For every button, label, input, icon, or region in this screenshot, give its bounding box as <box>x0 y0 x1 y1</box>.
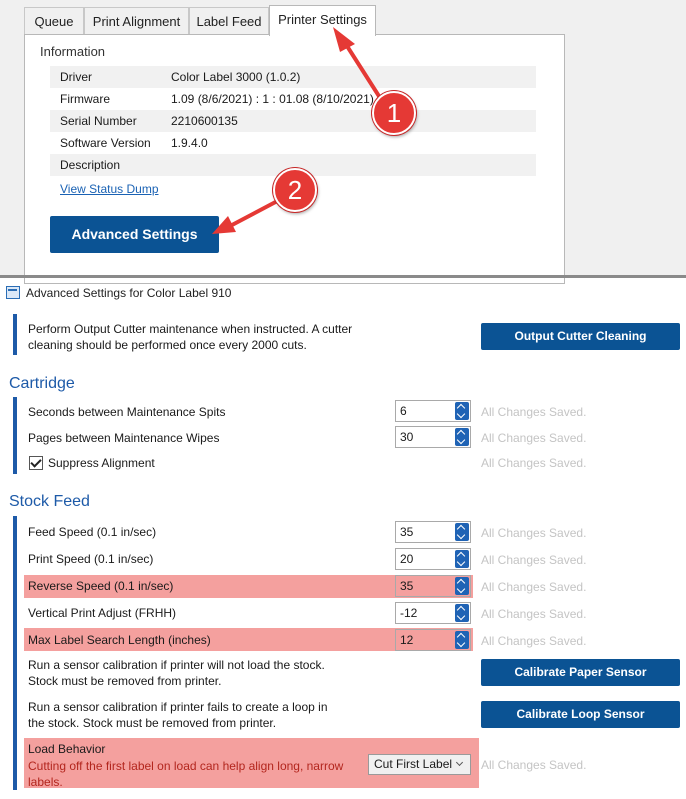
vertical-print-adjust-stepper[interactable] <box>395 602 471 624</box>
saved-status: All Changes Saved. <box>481 405 587 419</box>
loop-sensor-description: Run a sensor calibration if printer fails to create a loop in the stock. Stock must be removed from printer. <box>28 700 328 730</box>
section-bar <box>13 516 17 790</box>
tab-printer-settings[interactable]: Printer Settings <box>269 5 376 36</box>
load-behavior-select[interactable] <box>368 754 471 775</box>
stock-feed-section-title: Stock Feed <box>9 493 90 510</box>
information-title: Information <box>40 44 106 59</box>
arrow-2 <box>212 197 285 234</box>
max-label-search-label: Max Label Search Length (inches) <box>28 633 211 647</box>
section-bar <box>13 397 17 474</box>
window-title-bar <box>0 281 686 305</box>
paper-sensor-description: Run a sensor calibration if printer will not load the stock. Stock must be removed from printer. <box>28 658 325 688</box>
feed-speed-stepper[interactable] <box>395 521 471 543</box>
calibrate-paper-sensor-button[interactable]: Calibrate Paper Sensor <box>481 659 680 686</box>
spits-value: 6 <box>400 404 407 418</box>
cartridge-section-title: Cartridge <box>9 375 75 392</box>
spin-arrows-icon[interactable] <box>455 523 469 541</box>
cutter-description: Perform Output Cutter maintenance when instructed. A cutter cleaning should be performed once every 2000 cuts. <box>28 322 353 352</box>
output-cutter-cleaning-button[interactable]: Output Cutter Cleaning <box>481 323 680 350</box>
suppress-alignment-checkbox[interactable] <box>29 456 43 470</box>
arrow-1 <box>333 27 384 104</box>
printer-settings-panel <box>0 0 686 276</box>
wipes-value: 30 <box>400 430 414 444</box>
info-label: Software Version <box>60 136 151 150</box>
callout-badge-1: 1 <box>372 91 416 135</box>
saved-status: All Changes Saved. <box>481 456 587 470</box>
info-label: Description <box>60 158 121 172</box>
info-label: Serial Number <box>60 114 137 128</box>
chevron-down-icon <box>456 759 463 766</box>
reverse-speed-label: Reverse Speed (0.1 in/sec) <box>28 579 174 593</box>
tab-label-feed[interactable]: Label Feed <box>189 7 269 35</box>
wipes-label: Pages between Maintenance Wipes <box>28 431 220 445</box>
feed-speed-value: 35 <box>400 525 414 539</box>
max-label-search-value: 12 <box>400 633 414 647</box>
tab-print-alignment[interactable]: Print Alignment <box>84 7 189 35</box>
saved-status: All Changes Saved. <box>481 634 587 648</box>
print-speed-label: Print Speed (0.1 in/sec) <box>28 552 154 566</box>
reverse-speed-stepper[interactable] <box>395 575 471 597</box>
load-behavior-selected: Cut First Label <box>374 757 453 771</box>
section-bar <box>13 314 17 355</box>
load-behavior-title: Load Behavior <box>28 742 106 756</box>
info-value: 1.09 (8/6/2021) : 1 : 01.08 (8/10/2021) <box>171 92 374 106</box>
spin-arrows-icon[interactable] <box>455 577 469 595</box>
advanced-settings-button[interactable]: Advanced Settings <box>50 216 219 253</box>
feed-speed-label: Feed Speed (0.1 in/sec) <box>28 525 157 539</box>
saved-status: All Changes Saved. <box>481 526 587 540</box>
saved-status: All Changes Saved. <box>481 553 587 567</box>
max-label-search-stepper[interactable] <box>395 629 471 651</box>
spin-arrows-icon[interactable] <box>455 550 469 568</box>
spits-stepper[interactable] <box>395 400 471 422</box>
spin-arrows-icon[interactable] <box>455 402 469 420</box>
info-value: 1.9.4.0 <box>171 136 208 150</box>
vertical-print-adjust-value: -12 <box>400 606 418 620</box>
callout-arrows <box>0 0 686 276</box>
info-value: 2210600135 <box>171 114 238 128</box>
spin-arrows-icon[interactable] <box>455 604 469 622</box>
info-label: Driver <box>60 70 92 84</box>
saved-status: All Changes Saved. <box>481 758 587 772</box>
load-behavior-description: Cutting off the first label on load can help align long, narrow labels. <box>28 759 344 789</box>
reverse-speed-value: 35 <box>400 579 414 593</box>
view-status-dump-link[interactable]: View Status Dump <box>60 182 159 196</box>
window-icon <box>6 286 20 299</box>
calibrate-loop-sensor-button[interactable]: Calibrate Loop Sensor <box>481 701 680 728</box>
info-value: Color Label 3000 (1.0.2) <box>171 70 301 84</box>
saved-status: All Changes Saved. <box>481 431 587 445</box>
print-speed-stepper[interactable] <box>395 548 471 570</box>
window-title: Advanced Settings for Color Label 910 <box>26 286 232 300</box>
callout-badge-2: 2 <box>273 168 317 212</box>
spin-arrows-icon[interactable] <box>455 631 469 649</box>
print-speed-value: 20 <box>400 552 414 566</box>
vertical-print-adjust-label: Vertical Print Adjust (FRHH) <box>28 606 177 620</box>
wipes-stepper[interactable] <box>395 426 471 448</box>
info-label: Firmware <box>60 92 110 106</box>
spits-label: Seconds between Maintenance Spits <box>28 405 226 419</box>
saved-status: All Changes Saved. <box>481 607 587 621</box>
saved-status: All Changes Saved. <box>481 580 587 594</box>
suppress-alignment-label: Suppress Alignment <box>48 456 155 470</box>
tab-queue[interactable]: Queue <box>24 7 84 35</box>
spin-arrows-icon[interactable] <box>455 428 469 446</box>
